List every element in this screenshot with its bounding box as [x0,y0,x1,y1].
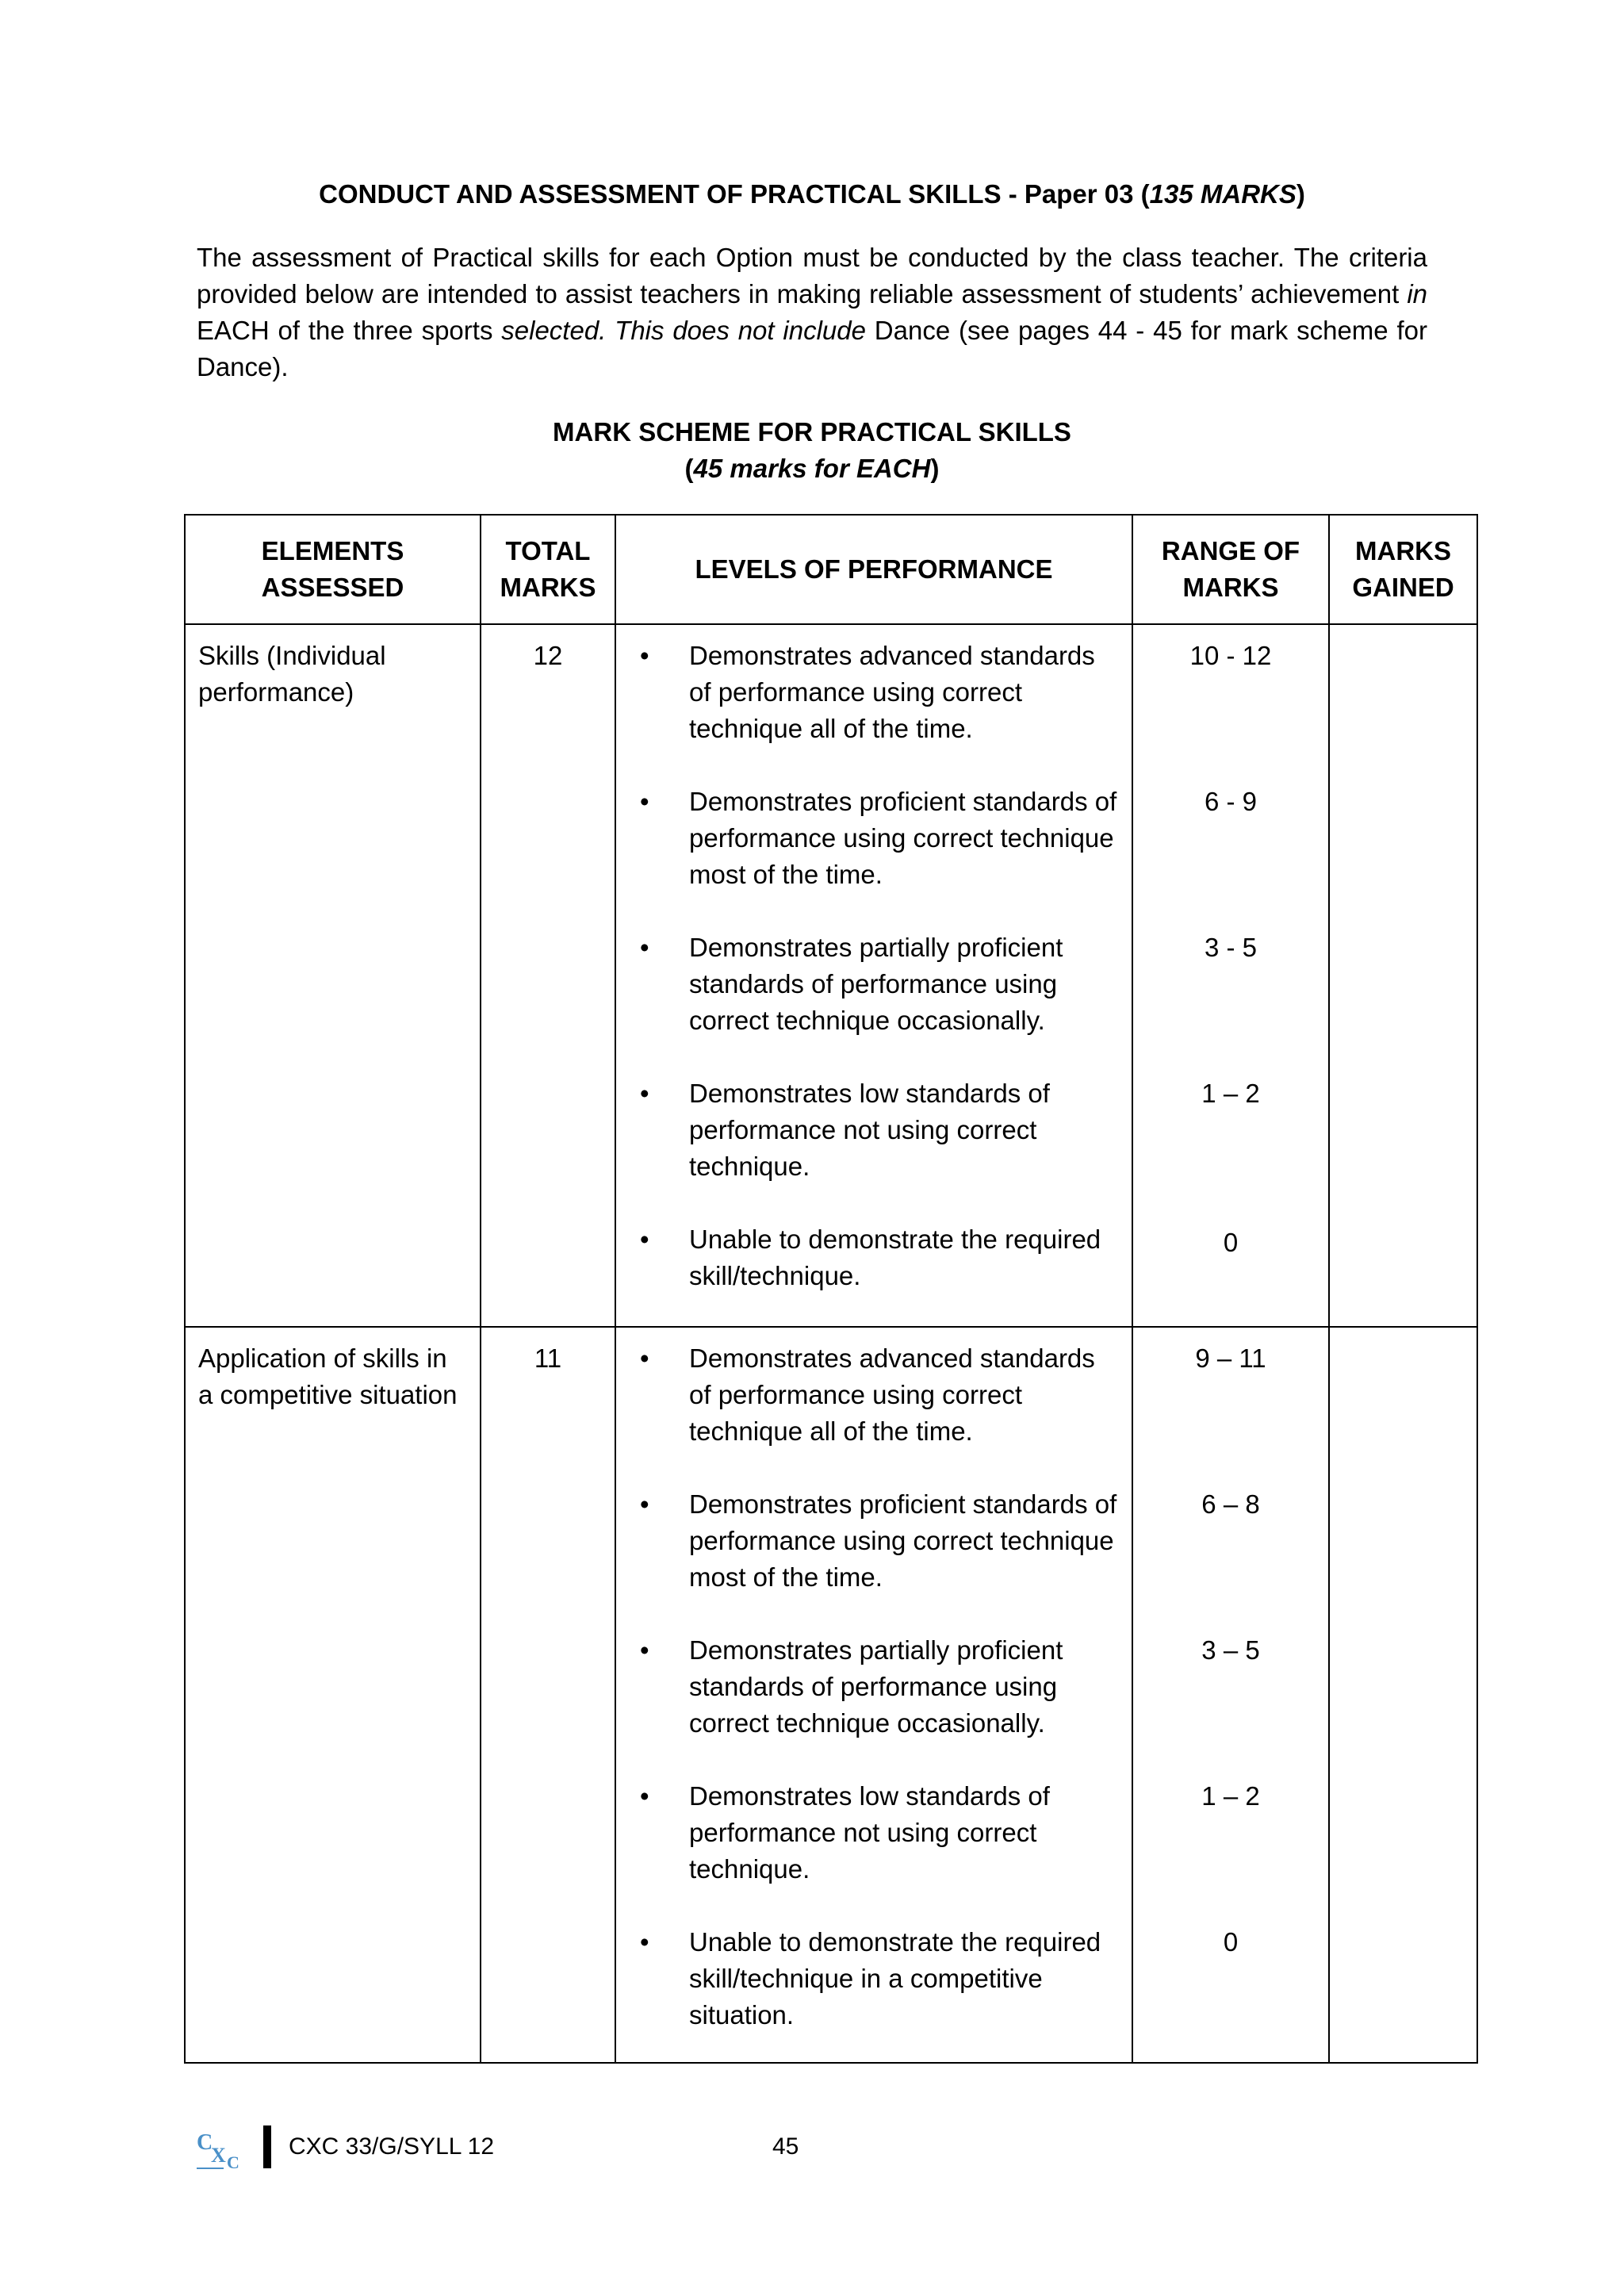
bullet-icon: • [640,933,649,962]
bullet-icon: • [640,787,649,816]
list-item: • Demonstrates proficient standards of performance using correct technique most of the time. [629,1486,1119,1596]
range-value: 3 - 5 [1204,933,1258,962]
page-footer [195,2125,1464,2173]
intro-italic-1: in [1407,279,1427,309]
bullet-icon: • [640,1343,649,1373]
range-value: 9 – 11 [1195,1343,1266,1373]
list-item: • Demonstrates low standards of performance not using correct technique. [629,1778,1119,1888]
intro-italic-2: selected. This does not include [501,316,866,345]
page-number: 45 [772,2133,799,2160]
logo-letter-x: X [211,2144,226,2167]
list-item: • Demonstrates low standards of performance not using correct technique. [629,1075,1119,1185]
list-item: • Demonstrates partially proficient standards of performance using correct technique occasionally. [629,1632,1119,1742]
list-item: • Demonstrates advanced standards of performance using correct technique all of the time. [629,638,1119,747]
page-title-close: ) [1296,179,1305,209]
element-cell: Application of skills in a competitive situation [185,1327,481,2063]
bullet-icon: • [640,1781,649,1811]
range-value: 1 – 2 [1201,1781,1260,1811]
header-range-of-marks: RANGE OF MARKS [1132,515,1329,624]
table-header-row [185,515,1477,624]
scheme-subtitle-open: ( [684,454,694,483]
list-item: • Demonstrates proficient standards of performance using correct technique most of the time. [629,784,1119,893]
range-value: 1 – 2 [1201,1079,1260,1108]
page-title-main: CONDUCT AND ASSESSMENT OF PRACTICAL SKILLS - Paper 03 ( [319,179,1150,209]
intro-text-3: Dance (see pages 44 - 45 for mark scheme for Dance). [197,316,1427,381]
header-elements-assessed: ELEMENTS ASSESSED [185,515,481,624]
range-value: 10 - 12 [1189,641,1272,670]
cxc-logo-icon [195,2127,251,2171]
levels-cell [615,1327,1132,2063]
range-cell [1132,1327,1329,2063]
total-marks-cell: 12 [481,624,615,1327]
table-row [185,624,1477,1327]
bullet-icon: • [640,641,649,670]
header-total-marks: TOTAL MARKS [481,515,615,624]
scheme-subtitle-close: ) [930,454,940,483]
list-item: • Unable to demonstrate the required skill/technique in a competitive situation. [629,1924,1119,2033]
scheme-subtitle [0,450,1624,487]
bullet-icon: • [640,1079,649,1108]
scheme-title: MARK SCHEME FOR PRACTICAL SKILLS [553,417,1071,447]
intro-text-1: The assessment of Practical skills for each Option must be conducted by the class teacher. The criteria provided below are intended to assist teachers in making reliable assessment of students’ achievement [197,243,1427,309]
scheme-title-block [0,414,1624,487]
list-item: • Demonstrates partially proficient standards of performance using correct technique occasionally. [629,930,1119,1039]
table-row [185,1327,1477,2063]
logo-letter-c: C [197,2130,213,2155]
marks-gained-cell[interactable] [1329,1327,1477,2063]
syllabus-code: CXC 33/G/SYLL 12 [289,2133,495,2160]
bullet-icon: • [640,1489,649,1519]
header-marks-gained: MARKS GAINED [1329,515,1477,624]
bullet-icon: • [640,1635,649,1665]
range-cell [1132,624,1329,1327]
scheme-subtitle-italic: 45 marks for EACH [693,454,931,483]
marks-gained-cell[interactable] [1329,624,1477,1327]
levels-cell [615,624,1132,1327]
range-value: 6 - 9 [1204,787,1258,816]
range-value: 0 [1223,1228,1239,1257]
range-value: 0 [1223,1927,1239,1957]
intro-text-2: EACH of the three sports [197,316,502,345]
logo-letter-c2: C [227,2152,239,2171]
element-cell: Skills (Individual performance) [185,624,481,1327]
total-marks-cell: 11 [481,1327,615,2063]
list-item: • Unable to demonstrate the required skill/technique. [629,1221,1119,1294]
footer-divider [263,2125,271,2168]
bullet-icon: • [640,1927,649,1957]
page-title-marks: 135 MARKS [1149,179,1297,209]
page-title [0,176,1624,213]
range-value: 6 – 8 [1201,1489,1260,1519]
range-value: 3 – 5 [1201,1635,1260,1665]
intro-paragraph [197,240,1427,385]
header-levels-of-performance: LEVELS OF PERFORMANCE [615,515,1132,624]
mark-scheme-table [184,514,1478,2064]
list-item: • Demonstrates advanced standards of performance using correct technique all of the time. [629,1340,1119,1450]
bullet-icon: • [640,1225,649,1254]
